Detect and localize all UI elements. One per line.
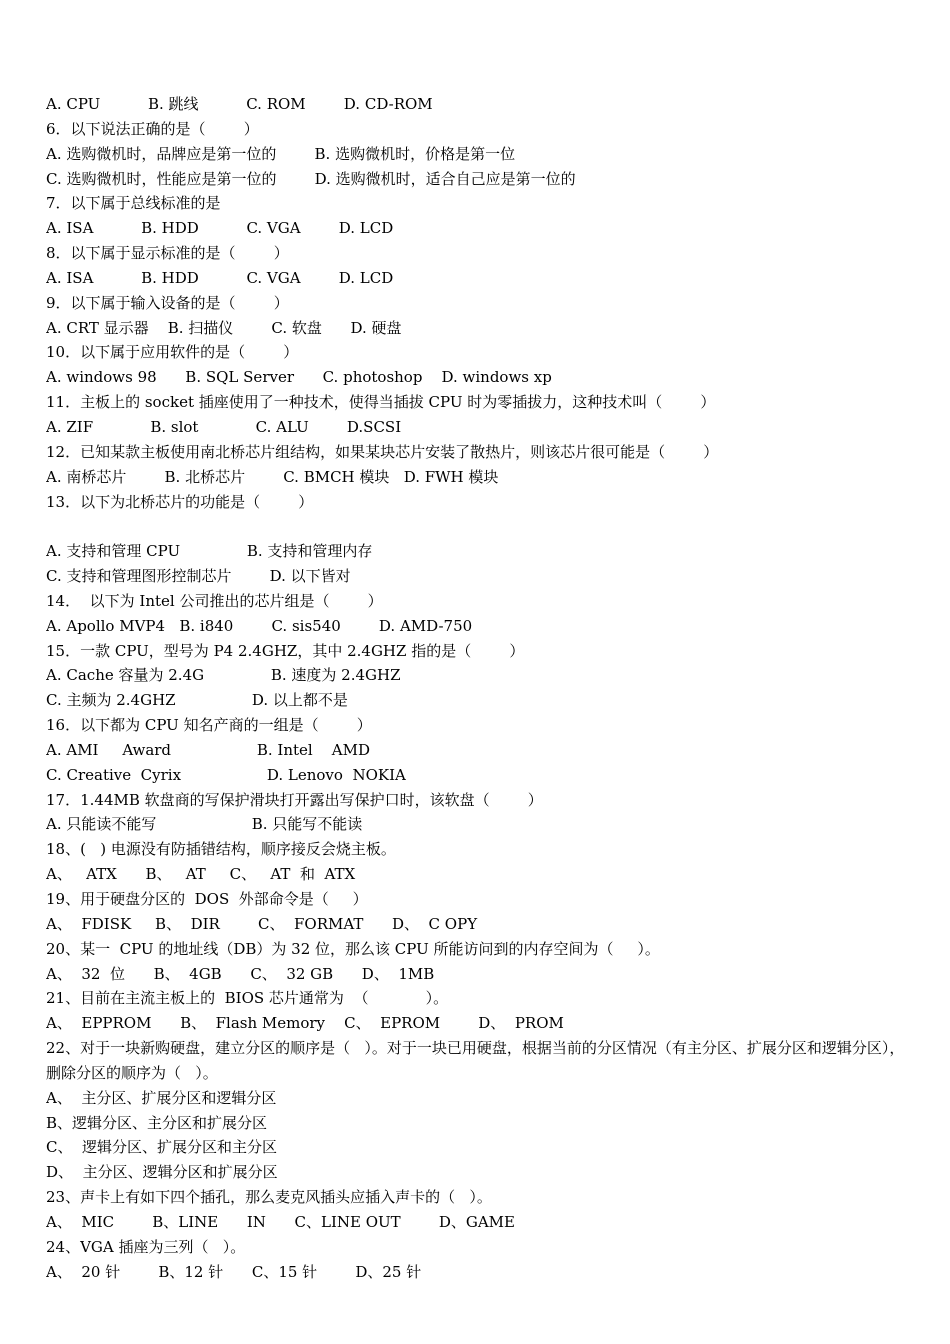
question-13: 13．以下为北桥芯片的功能是（ ） [46, 492, 314, 511]
question-21: 21、目前在主流主板上的 BIOS 芯片通常为 （ ）。 [46, 989, 449, 1008]
question-17: 17．1.44MB 软盘商的写保护滑块打开露出写保护口时，该软盘（ ） [46, 790, 543, 809]
question-6: 6．以下说法正确的是（ ） [46, 119, 259, 138]
options-line: A. Cache 容量为 2.4G B. 速度为 2.4GHZ [46, 666, 401, 685]
question-19: 19、用于硬盘分区的 DOS 外部命令是（ ） [46, 890, 368, 908]
options-line: A. windows 98 B. SQL Server C. photoshop D. windows xp [46, 368, 552, 387]
options-line: C. 选购微机时，性能应是第一位的 D. 选购微机时，适合自己应是第一位的 [46, 169, 576, 188]
options-line: A、 32 位 B、 4GB C、 32 GB D、 1MB [46, 964, 435, 983]
options-line: C. Creative Cyrix D. Lenovo NOKIA [46, 765, 406, 784]
options-line: A、 20 针 B、12 针 C、15 针 D、25 针 [46, 1262, 422, 1281]
options-line: D、 主分区、逻辑分区和扩展分区 [46, 1163, 278, 1182]
question-11: 11．主板上的 socket 插座使用了一种技术，使得当插拔 CPU 时为零插拔力，这种技术叫（ ） [46, 393, 716, 412]
options-line: A. ISA B. HDD C. VGA D. LCD [46, 219, 394, 238]
question-7: 7．以下属于总线标准的是 [46, 194, 221, 213]
options-line: A. Apollo MVP4 B. i840 C. sis540 D. AMD-750 [46, 616, 473, 635]
question-list [46, 92, 916, 1285]
question-10: 10．以下属于应用软件的是（ ） [46, 343, 299, 362]
question-15: 15．一款 CPU，型号为 P4 2.4GHZ，其中 2.4GHZ 指的是（ ） [46, 641, 525, 660]
options-line: A、 MIC B、LINE IN C、LINE OUT D、GAME [46, 1212, 515, 1231]
question-23: 23、声卡上有如下四个插孔，那么麦克风插头应插入声卡的（ ）。 [46, 1188, 492, 1207]
question-20: 20、某一 CPU 的地址线（DB）为 32 位，那么该 CPU 所能访问到的内存空间为（ ）。 [46, 939, 660, 958]
options-line: C. 主频为 2.4GHZ D. 以上都不是 [46, 691, 348, 710]
options-line: A、 主分区、扩展分区和逻辑分区 [46, 1088, 277, 1107]
question-14: 14． 以下为 Intel 公司推出的芯片组是（ ） [46, 591, 383, 610]
blank-line [46, 514, 916, 539]
options-line: A. 选购微机时，品牌应是第一位的 B. 选购微机时，价格是第一位 [46, 144, 516, 163]
options-line: A. CRT 显示器 B. 扫描仪 C. 软盘 D. 硬盘 [46, 318, 402, 337]
question-18: 18、( ) 电源没有防插错结构，顺序接反会烧主板。 [46, 840, 396, 859]
options-line: A. AMI Award B. Intel AMD [46, 740, 371, 759]
options-line: A. 南桥芯片 B. 北桥芯片 C. BMCH 模块 D. FWH 模块 [46, 467, 499, 486]
question-24: 24、VGA 插座为三列（ ）。 [46, 1237, 246, 1256]
options-line: A、 ATX B、 AT C、 AT 和 ATX [46, 865, 356, 884]
options-line: A、 EPPROM B、 Flash Memory C、 EPROM D、 PROM [46, 1014, 564, 1033]
question-12: 12．已知某款主板使用南北桥芯片组结构，如果某块芯片安装了散热片，则该芯片很可能是（ ） [46, 442, 719, 461]
question-9: 9．以下属于输入设备的是（ ） [46, 293, 289, 312]
options-line: C、 逻辑分区、扩展分区和主分区 [46, 1138, 278, 1157]
options-line: A. ZIF B. slot C. ALU D.SCSI [46, 417, 402, 436]
options-line: C. 支持和管理图形控制芯片 D. 以下皆对 [46, 567, 351, 586]
question-16: 16．以下都为 CPU 知名产商的一组是（ ） [46, 716, 372, 735]
options-line: A. 支持和管理 CPU B. 支持和管理内存 [46, 542, 373, 561]
options-line: A. 只能读不能写 B. 只能写不能读 [46, 815, 363, 834]
text-line: A. CPU B. 跳线 C. ROM D. CD-ROM [46, 95, 433, 113]
question-8: 8．以下属于显示标准的是（ ） [46, 244, 289, 263]
options-line: A、 FDISK B、 DIR C、 FORMAT D、 C OPY [46, 914, 478, 933]
options-line: A. ISA B. HDD C. VGA D. LCD [46, 268, 394, 287]
options-line: B、逻辑分区、主分区和扩展分区 [46, 1113, 268, 1132]
question-22: 22、对于一块新购硬盘，建立分区的顺序是（ ）。对于一块已用硬盘，根据当前的分区情况（有主分区、扩展分区和逻辑分区），删除分区的顺序为（ ）。 [46, 1039, 905, 1082]
